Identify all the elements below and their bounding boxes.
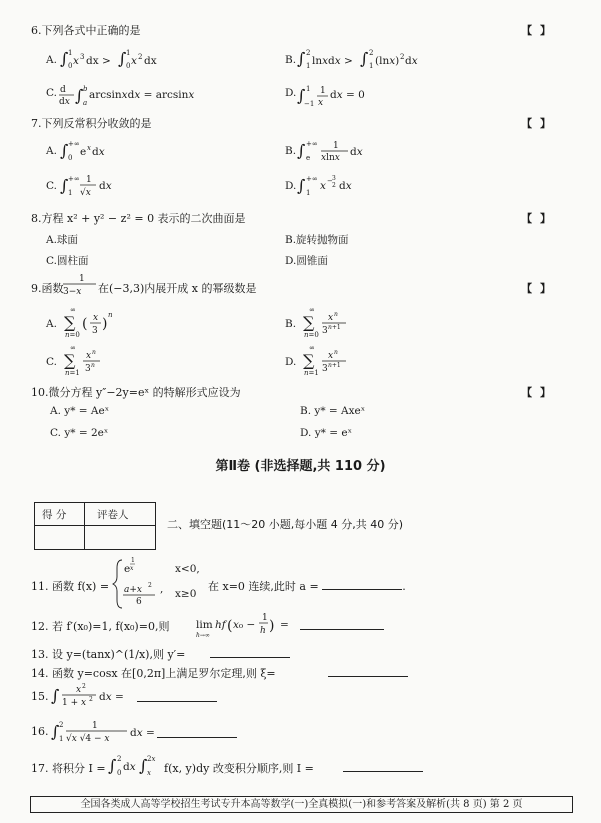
svg-text:−: − [327, 177, 333, 185]
q8-option-b: B.旋转抛物面 [285, 234, 349, 246]
svg-text:e: e [80, 146, 87, 158]
svg-text:,: , [160, 583, 164, 595]
svg-text:dx = 0: dx = 0 [330, 89, 365, 101]
q7a-formula [60, 140, 105, 162]
svg-text:2: 2 [82, 683, 86, 690]
q13-text: 13. 设 y=(tanx)^(1/x),则 y′= [31, 648, 186, 661]
svg-text:1: 1 [131, 557, 135, 564]
q10-option-a: A. y* = Aeˣ [50, 405, 110, 417]
svg-text:0: 0 [126, 62, 131, 70]
svg-text:∫: ∫ [75, 86, 84, 105]
svg-text:∫: ∫ [108, 756, 117, 775]
svg-text:n: n [334, 311, 338, 318]
svg-text:1: 1 [320, 86, 326, 96]
svg-text:n=0: n=0 [65, 331, 80, 339]
svg-text:dx: dx [339, 180, 352, 192]
q6c-formula [59, 85, 194, 107]
q9-option-a: A. [46, 318, 57, 330]
q8-option-c: C.圆柱面 [46, 255, 89, 267]
svg-text:n=1: n=1 [65, 369, 80, 377]
svg-text:dx: dx [144, 55, 157, 67]
svg-text:(lnx): (lnx) [375, 55, 400, 67]
svg-text:dx =: dx = [99, 691, 124, 703]
part2-title: 二、填空题(11～20 小题,每小题 4 分,共 40 分) [167, 518, 404, 531]
svg-text:∞: ∞ [70, 306, 76, 314]
svg-text:dx: dx [59, 97, 70, 107]
svg-text:n: n [108, 311, 113, 319]
svg-text:dx: dx [350, 146, 363, 158]
svg-text:a+x: a+x [124, 585, 142, 595]
svg-text:lnxdx >: lnxdx > [312, 55, 353, 67]
svg-text:(: ( [227, 618, 233, 634]
svg-text:1: 1 [369, 62, 374, 70]
svg-text:1: 1 [86, 175, 92, 185]
svg-text:0: 0 [68, 154, 73, 162]
svg-text:∑: ∑ [303, 351, 315, 370]
svg-text:∫: ∫ [118, 49, 127, 68]
svg-text:x: x [147, 769, 151, 777]
svg-text:x: x [86, 351, 92, 361]
svg-text:2: 2 [332, 182, 336, 189]
svg-text:x: x [130, 565, 134, 572]
svg-text:2: 2 [148, 582, 152, 589]
svg-text:3−x: 3−x [63, 287, 82, 297]
svg-text:(: ( [82, 316, 88, 332]
svg-text:=: = [280, 619, 289, 631]
svg-text:∑: ∑ [303, 313, 315, 332]
q7-option-b: B. [285, 145, 297, 157]
svg-text:lim: lim [196, 619, 213, 631]
svg-text:3: 3 [85, 364, 91, 374]
svg-text:3: 3 [322, 326, 328, 336]
q9-option-b: B. [285, 318, 297, 330]
q15-label: 15. [31, 690, 49, 703]
svg-text:∞: ∞ [70, 344, 76, 352]
svg-text:): ) [269, 618, 275, 634]
svg-text:∫: ∫ [297, 141, 306, 160]
svg-text:∑: ∑ [64, 351, 76, 370]
svg-text:1 + x: 1 + x [62, 698, 87, 708]
q7c-formula [60, 175, 112, 198]
svg-text:n: n [92, 349, 96, 356]
q11-tail: 在 x=0 连续,此时 a = . [208, 580, 406, 593]
svg-text:1: 1 [59, 735, 64, 743]
svg-text:∫: ∫ [51, 686, 60, 705]
svg-text:1: 1 [126, 49, 131, 57]
svg-text:arcsinxdx = arcsinx: arcsinxdx = arcsinx [89, 89, 195, 101]
svg-text:e: e [306, 154, 311, 162]
svg-text:2: 2 [306, 49, 311, 57]
score-label: 得 分 [42, 509, 67, 521]
q7-option-c: C. [46, 180, 57, 192]
q6-stem: 6.下列各式中正确的是 [31, 24, 141, 37]
svg-text:√x: √x [80, 188, 91, 198]
q10-option-d: D. y* = eˣ [300, 427, 353, 439]
q11-piecewise [113, 557, 163, 608]
svg-text:): ) [102, 316, 108, 332]
svg-text:x: x [87, 144, 91, 152]
q16-label: 16. [31, 725, 49, 738]
grader-label: 评卷人 [97, 509, 129, 521]
q9b-formula [303, 306, 346, 339]
svg-text:n: n [334, 349, 338, 356]
svg-text:dx: dx [92, 146, 105, 158]
q10-stem: 10.微分方程 y″−2y=eˣ 的特解形式应设为 [31, 386, 241, 399]
q9-option-d: D. [285, 356, 297, 368]
q9a-formula [64, 306, 113, 339]
q7-option-a: A. [46, 145, 57, 157]
svg-text:∫: ∫ [139, 756, 148, 775]
svg-text:2: 2 [89, 696, 93, 703]
svg-text:x: x [76, 685, 82, 695]
q9-option-c: C. [46, 356, 57, 368]
svg-text:6: 6 [136, 597, 142, 607]
q11-pre: 11. 函数 f(x) = [31, 580, 110, 593]
svg-text:√x √4 − x: √x √4 − x [66, 734, 110, 744]
q9-stem-post: 在(−3,3)内展开成 x 的幂级数是 [98, 282, 257, 295]
svg-text:∫: ∫ [297, 176, 306, 195]
q7-bracket: 【 】 [521, 117, 553, 130]
svg-text:n+1: n+1 [328, 362, 341, 369]
svg-text:dx =: dx = [130, 727, 155, 739]
svg-text:n=1: n=1 [304, 369, 319, 377]
svg-text:b: b [83, 85, 88, 93]
q10-option-b: B. y* = Axeˣ [300, 405, 366, 417]
q8-bracket: 【 】 [521, 212, 553, 225]
svg-text:∫: ∫ [51, 722, 60, 741]
q6-option-c: C. [46, 87, 57, 99]
svg-text:+∞: +∞ [306, 140, 318, 148]
svg-text:2: 2 [369, 49, 374, 57]
page-footer: 全国各类成人高等学校招生考试专升本高等数学(一)全真模拟(一)和参考答案及解析(共 8 页) 第 2 页 [30, 796, 573, 813]
q17-pre: 17. 将积分 I = [31, 762, 106, 775]
q10-option-c: C. y* = 2eˣ [50, 427, 109, 439]
svg-text:x: x [93, 313, 99, 323]
svg-text:d: d [60, 85, 66, 95]
svg-text:∫: ∫ [297, 49, 306, 68]
svg-text:2: 2 [59, 721, 64, 729]
svg-text:3: 3 [80, 53, 85, 61]
section-title: 第Ⅱ卷 (非选择题,共 110 分) [215, 459, 386, 474]
svg-text:1: 1 [92, 721, 98, 731]
svg-text:1: 1 [306, 85, 311, 93]
svg-text:dx: dx [405, 55, 418, 67]
svg-text:0: 0 [68, 62, 73, 70]
q9-bracket: 【 】 [521, 282, 553, 295]
svg-text:∞: ∞ [309, 306, 315, 314]
q6-bracket: 【 】 [521, 24, 553, 37]
q17-post: f(x, y)dy 改变积分顺序,则 I = [164, 762, 314, 775]
svg-text:3: 3 [92, 326, 98, 336]
svg-text:1: 1 [68, 49, 73, 57]
svg-text:1: 1 [306, 62, 311, 70]
svg-text:∫: ∫ [60, 176, 69, 195]
svg-text:+∞: +∞ [68, 140, 80, 148]
q6-option-d: D. [285, 87, 297, 99]
svg-text:x: x [328, 351, 334, 361]
svg-text:dx: dx [123, 761, 136, 773]
q8-stem: 8.方程 x² + y² − z² = 0 表示的二次曲面是 [31, 212, 246, 225]
q9c-formula [64, 344, 100, 377]
svg-text:x: x [328, 313, 334, 323]
q12-limit [196, 613, 289, 639]
svg-text:1: 1 [333, 141, 339, 151]
svg-text:n: n [91, 362, 95, 369]
svg-text:x: x [320, 180, 326, 192]
svg-text:hf: hf [215, 619, 226, 631]
q7d-formula [297, 175, 352, 197]
q6d-formula [297, 85, 365, 108]
svg-text:1: 1 [79, 274, 85, 284]
svg-text:a: a [83, 99, 88, 107]
q10-bracket: 【 】 [521, 386, 553, 399]
svg-text:∞: ∞ [309, 344, 315, 352]
q7-option-d: D. [285, 180, 297, 192]
svg-text:x: x [131, 55, 137, 67]
svg-text:3: 3 [322, 364, 328, 374]
q11-cond2: x≥0 [175, 588, 197, 600]
svg-text:∫: ∫ [60, 49, 69, 68]
svg-text:h→∞: h→∞ [196, 632, 210, 639]
svg-text:1: 1 [262, 613, 268, 623]
svg-text:1: 1 [68, 189, 73, 197]
svg-text:+∞: +∞ [306, 175, 318, 183]
svg-text:1: 1 [306, 189, 311, 197]
svg-text:2: 2 [400, 53, 405, 61]
q9-stem-pre: 9.函数 [31, 282, 64, 295]
svg-text:2: 2 [117, 755, 122, 763]
q11-post: 在 x=0 连续,此时 a = [208, 580, 319, 593]
svg-text:3: 3 [332, 175, 336, 182]
svg-text:xlnx: xlnx [321, 153, 340, 163]
q16-integral [51, 721, 155, 744]
svg-text:+∞: +∞ [68, 175, 80, 183]
svg-text:n=0: n=0 [304, 331, 319, 339]
q8-option-d: D.圆锥面 [285, 255, 328, 267]
svg-text:2x: 2x [147, 755, 156, 763]
svg-text:−1: −1 [304, 100, 315, 108]
svg-text:h: h [260, 626, 266, 636]
q9-stem-fraction [63, 274, 96, 297]
svg-text:∫: ∫ [360, 49, 369, 68]
svg-text:∫: ∫ [60, 141, 69, 160]
svg-text:x₀ −: x₀ − [233, 619, 256, 631]
svg-text:∑: ∑ [64, 313, 76, 332]
q8-option-a: A.球面 [46, 234, 78, 246]
q6b-formula [297, 49, 418, 70]
q17-double-integral [108, 755, 155, 777]
svg-text:0: 0 [117, 769, 122, 777]
svg-text:dx: dx [99, 180, 112, 192]
q6-option-a: A. [46, 54, 57, 66]
q11-cond1: x<0, [175, 563, 200, 575]
q9d-formula [303, 344, 346, 377]
svg-text:e: e [124, 563, 131, 575]
q12-text: 12. 若 f′(x₀)=1, f(x₀)=0,则 [31, 620, 170, 633]
svg-text:∫: ∫ [297, 86, 306, 105]
q14-text: 14. 函数 y=cosx 在[0,2π]上满足罗尔定理,则 ξ= [31, 667, 276, 680]
q7-stem: 7.下列反常积分收敛的是 [31, 117, 152, 130]
svg-text:dx >: dx > [86, 55, 111, 67]
svg-text:x: x [318, 98, 324, 108]
svg-text:2: 2 [138, 53, 143, 61]
q6a-formula [60, 49, 157, 70]
q7b-formula [297, 140, 363, 163]
svg-text:n+1: n+1 [328, 324, 341, 331]
q6-option-b: B. [285, 54, 297, 66]
svg-text:x: x [73, 55, 79, 67]
q15-integral [51, 683, 124, 708]
